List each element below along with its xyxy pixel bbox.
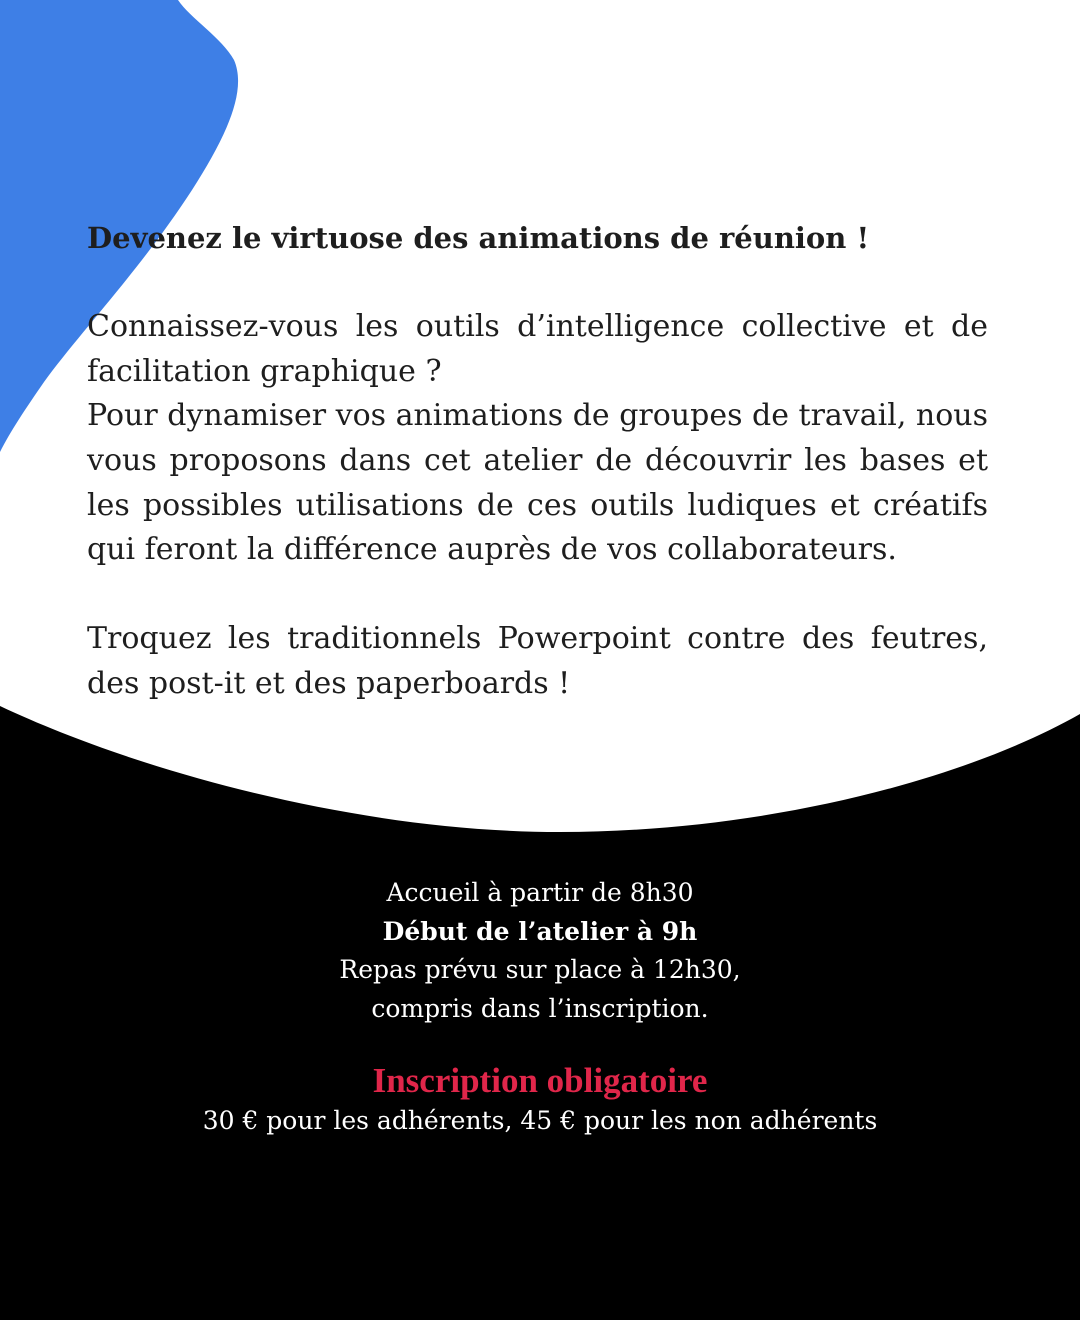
- schedule-start: Début de l’atelier à 9h: [382, 916, 698, 946]
- registration-title: Inscription obligatoire: [372, 1061, 708, 1100]
- intro-paragraph-question: Connaissez-vous les outils d’intelligence collective et de facilitation graphique ?: [87, 309, 988, 389]
- registration-price: 30 € pour les adhérents, 45 € pour les non adhérents: [202, 1106, 878, 1135]
- intro-paragraph-closing: Troquez les traditionnels Powerpoint contre des feutres, des post-it et des paperboards !: [87, 621, 988, 701]
- intro-text-block: [87, 216, 988, 707]
- schedule-meal-note: compris dans l’inscription.: [371, 993, 709, 1023]
- event-info-block: [0, 874, 1080, 1141]
- schedule-meal: Repas prévu sur place à 12h30,: [339, 955, 741, 984]
- intro-paragraph-description: Pour dynamiser vos animations de groupes de travail, nous vous proposons dans cet atelier de découvrir les bases et les possibles utilisations de ces outils ludiques et créatifs qui feront la différence auprès de vos collaborateurs.: [87, 398, 988, 568]
- schedule-welcome: Accueil à partir de 8h30: [386, 878, 694, 907]
- headline: Devenez le virtuose des animations de réunion !: [87, 221, 870, 255]
